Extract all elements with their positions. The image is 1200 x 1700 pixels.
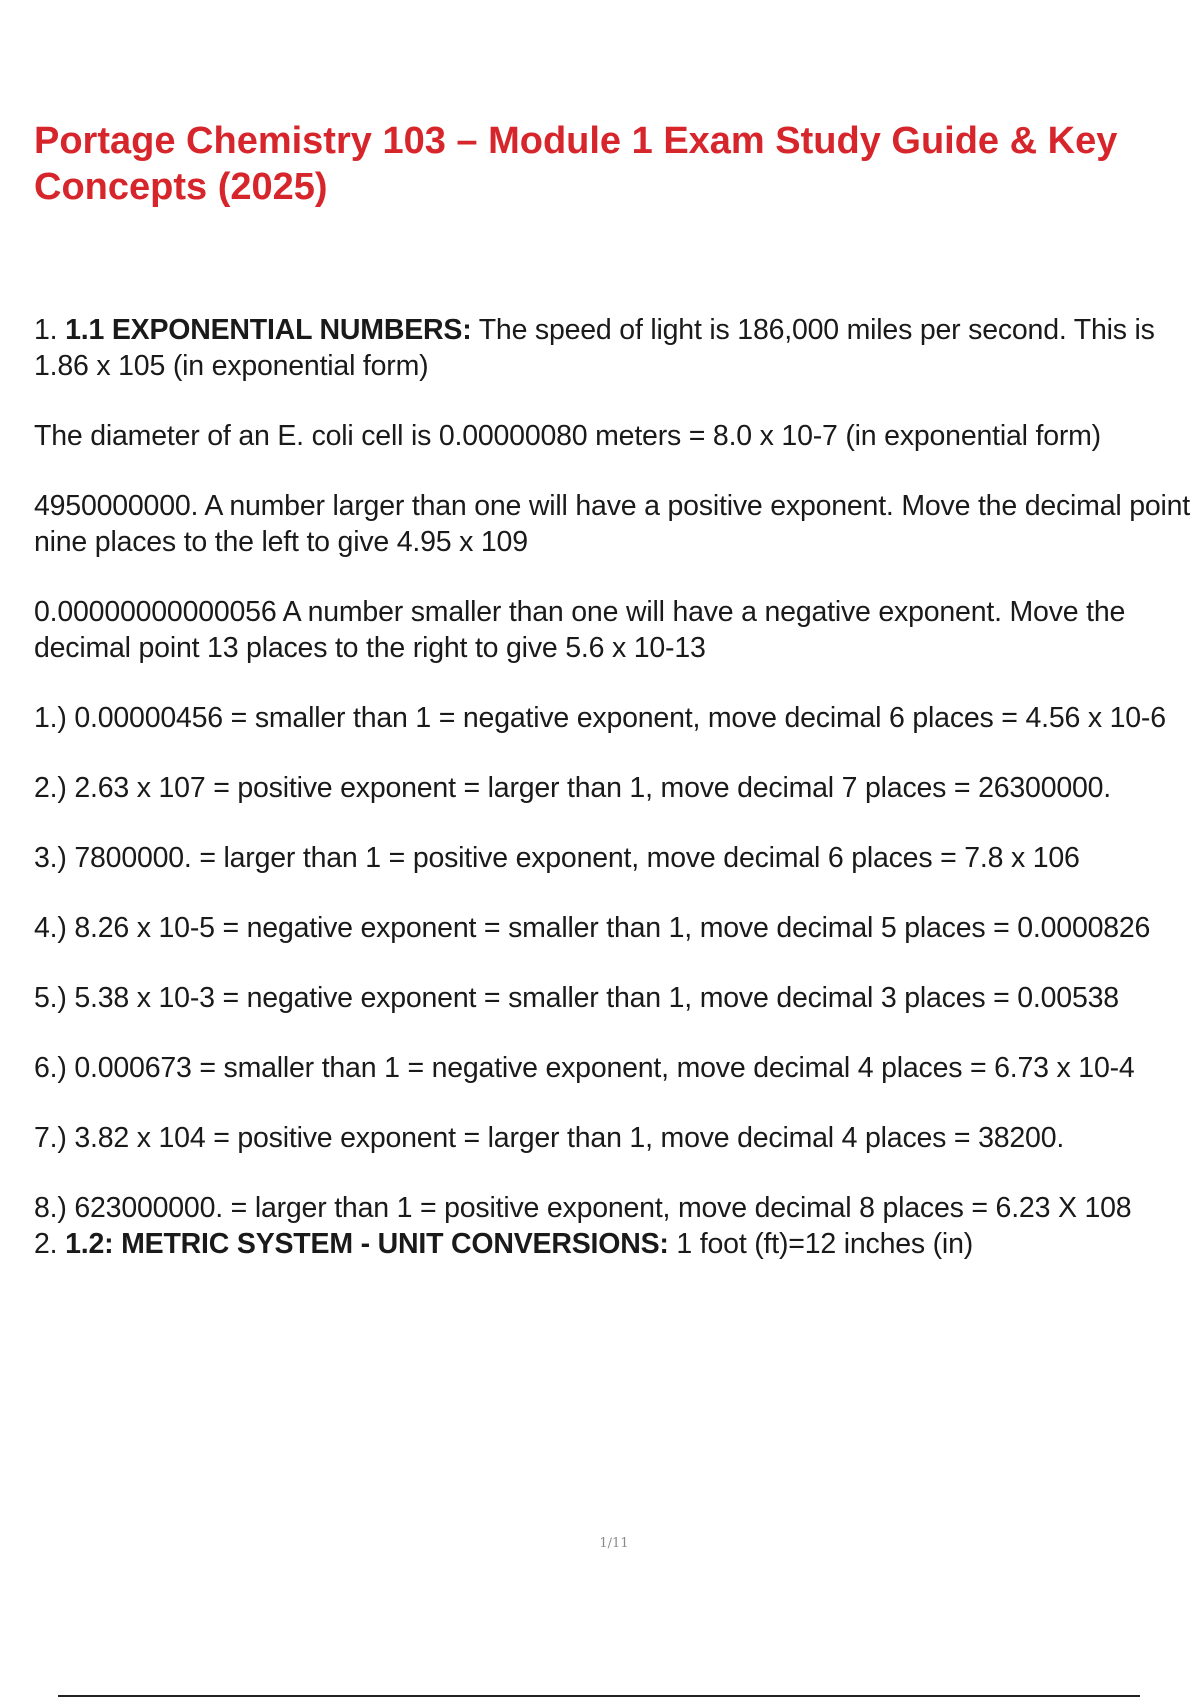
page-number: 1/11 <box>599 1536 629 1551</box>
bottom-divider <box>58 1695 1140 1697</box>
section-1-text: The speed of light is 186,000 miles per second. This is 1.86 x 105 (in exponential form) <box>34 314 1155 382</box>
paragraph-large-number: 4950000000. A number larger than one will have a positive exponent. Move the decimal point nine places to the left to give 4.95 x 109 <box>34 490 1191 558</box>
example-6: 6.) 0.000673 = smaller than 1 = negative exponent, move decimal 4 places = 6.73 x 10-4 <box>34 1052 1135 1084</box>
paragraph-ecoli: The diameter of an E. coli cell is 0.00000080 meters = 8.0 x 10-7 (in exponential form) <box>34 420 1101 452</box>
section-2-heading: 1.2: METRIC SYSTEM - UNIT CONVERSIONS: <box>65 1228 669 1260</box>
example-7: 7.) 3.82 x 104 = positive exponent = larger than 1, move decimal 4 places = 38200. <box>34 1122 1065 1154</box>
section-2-number: 2. <box>34 1228 66 1260</box>
example-5: 5.) 5.38 x 10-3 = negative exponent = smaller than 1, move decimal 3 places = 0.00538 <box>34 982 1119 1014</box>
example-1: 1.) 0.00000456 = smaller than 1 = negative exponent, move decimal 6 places = 4.56 x 10-6 <box>34 702 1166 734</box>
example-3: 3.) 7800000. = larger than 1 = positive exponent, move decimal 6 places = 7.8 x 106 <box>34 842 1080 874</box>
section-2-text: 1 foot (ft)=12 inches (in) <box>668 1228 974 1260</box>
paragraph-small-number: 0.00000000000056 A number smaller than one will have a negative exponent. Move the decimal point 13 places to the right to give 5.6 x 10-13 <box>34 596 1126 664</box>
document-body <box>34 312 1194 1262</box>
section-1 <box>34 312 1194 384</box>
section-1-number: 1. <box>34 314 66 346</box>
document-title: Portage Chemistry 103 – Module 1 Exam Study Guide & Key Concepts (2025) <box>34 120 1118 208</box>
section-1-heading: 1.1 EXPONENTIAL NUMBERS: <box>65 314 472 346</box>
example-8: 8.) 623000000. = larger than 1 = positive exponent, move decimal 8 places = 6.23 X 108 <box>34 1192 1132 1224</box>
example-4: 4.) 8.26 x 10-5 = negative exponent = smaller than 1, move decimal 5 places = 0.0000826 <box>34 912 1151 944</box>
section-2 <box>34 1226 1194 1262</box>
example-2: 2.) 2.63 x 107 = positive exponent = larger than 1, move decimal 7 places = 26300000. <box>34 772 1112 804</box>
